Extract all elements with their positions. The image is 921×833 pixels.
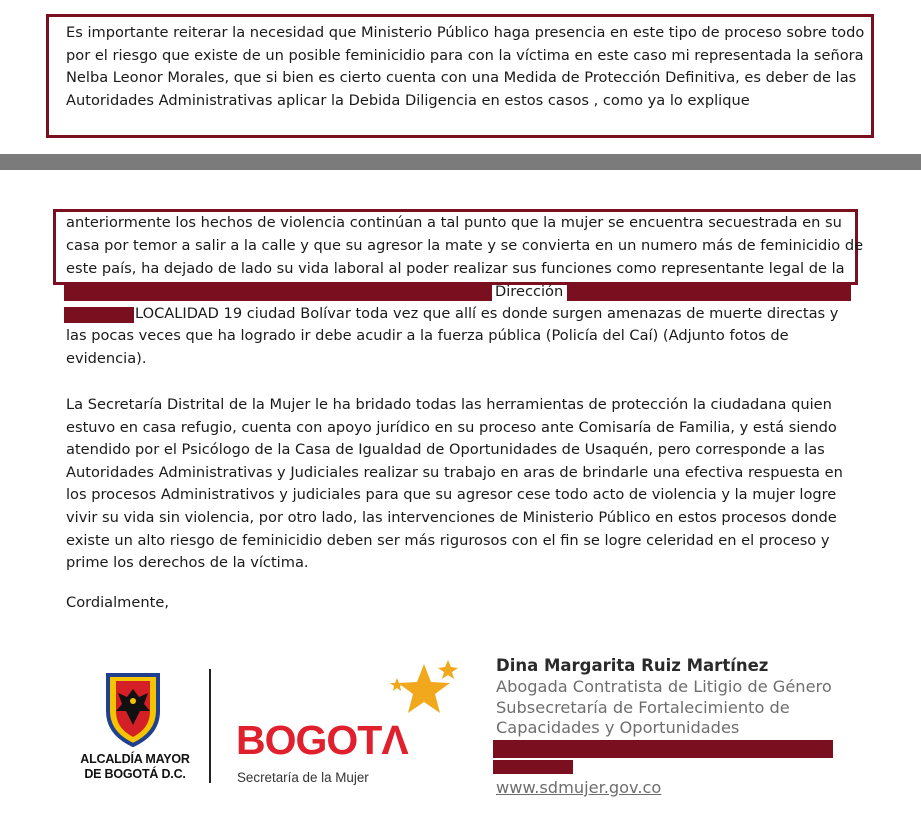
alcaldia-line-2: DE BOGOTÁ D.C. xyxy=(84,767,186,781)
redaction-bar xyxy=(64,285,492,301)
redaction-bar xyxy=(493,740,833,758)
signature-role-1: Abogada Contratista de Litigio de Género xyxy=(496,677,832,696)
closing-text: Cordialmente, xyxy=(66,594,169,611)
highlight-line-1: anteriormente los hechos de violencia continúan a tal punto que la mujer se encuentra secuestrada en su xyxy=(66,214,842,231)
signature-role-3: Capacidades y Oportunidades xyxy=(496,718,740,737)
continuation-line-2: evidencia). xyxy=(66,350,147,367)
secretaria-text: Secretaría de la Mujer xyxy=(237,770,369,785)
paragraph-top: Es importante reiterar la necesidad que Ministerio Público haga presencia en este tipo de proceso sobre todo por el riesgo que existe de un posible feminicidio para con la víctima en este caso mi representada la señora Nelba Leonor Morales, que si bien es cierto cuenta con una Medida de Protección Definitiva, es deber de las Autoridades Administrativas aplicar la Debida Diligencia en estos casos , como ya lo explique xyxy=(66,24,865,109)
alcaldia-line-1: ALCALDÍA MAYOR xyxy=(80,752,190,766)
website-link[interactable]: www.sdmujer.gov.co xyxy=(496,778,662,797)
bogota-logo-text: BOGOTΛ xyxy=(236,717,408,763)
logo-separator xyxy=(209,669,211,783)
stars-icon xyxy=(388,658,460,720)
signature-role-2: Subsecretaría de Fortalecimiento de xyxy=(496,698,790,717)
redacted-line-text: Dirección xyxy=(495,283,564,300)
document-page-top xyxy=(0,0,921,154)
redaction-bar xyxy=(567,285,851,301)
location-line: LOCALIDAD 19 ciudad Bolívar toda vez que allí es donde surgen amenazas de muerte directas y xyxy=(135,305,839,322)
redaction-bar xyxy=(64,307,134,323)
highlight-line-3: este país, ha dejado de lado su vida laboral al poder realizar sus funciones como representante legal de la xyxy=(66,260,845,277)
signature-name: Dina Margarita Ruiz Martínez xyxy=(496,656,769,675)
continuation-line-1: las pocas veces que ha logrado ir debe acudir a la fuerza pública (Policía del Caí) (Adjunto fotos de xyxy=(66,327,789,344)
redaction-bar xyxy=(493,760,573,774)
highlight-line-2: casa por temor a salir a la calle y que su agresor la mate y se convierta en un numero más de feminicidio de xyxy=(66,237,864,254)
coat-of-arms-icon xyxy=(102,671,164,747)
paragraph-body: La Secretaría Distrital de la Mujer le ha bridado todas las herramientas de protección la ciudadana quien estuvo en casa refugio, cuenta con apoyo jurídico en su proceso ante Comisaría de Familia, y está siendo atendido por el Psicólogo de la Casa de Igualdad de Oportunidades de Usaquén, pero corresponde a las Autoridades Administrativas y Judiciales realizar su trabajo en aras de brindarle una efectiva respuesta en los procesos Administrativos y judiciales para que su agresor cese todo acto de violencia y la mujer logre vivir su vida sin violencia, por otro lado, las intervenciones de Ministerio Público en estos procesos donde existe un alto riesgo de feminicidio deben ser más rigurosos con el fin se logre celeridad en el proceso y prime los derechos de la víctima. xyxy=(66,396,843,572)
